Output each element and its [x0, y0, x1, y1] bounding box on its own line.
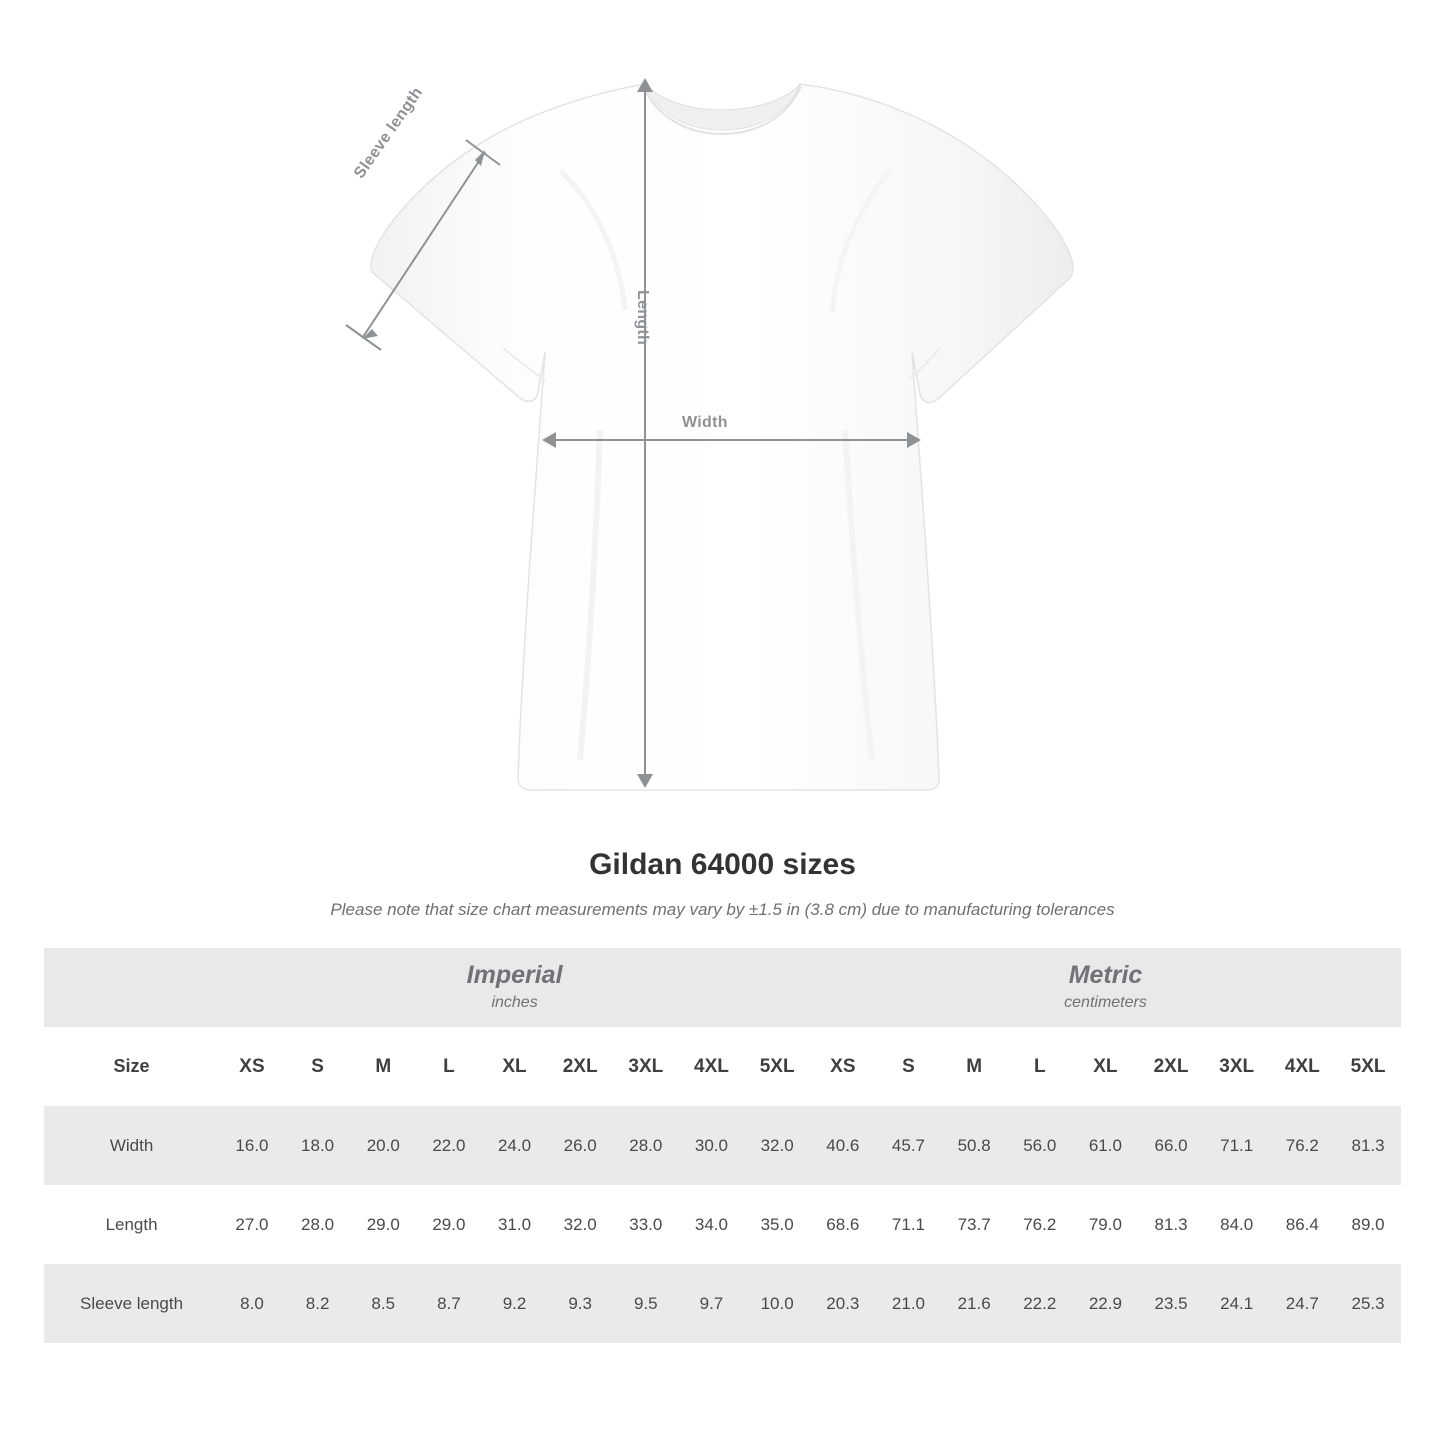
cell-length-13: 79.0 [1073, 1185, 1139, 1264]
cell-sleeve-14: 23.5 [1138, 1264, 1204, 1343]
size-header-row [44, 1027, 1401, 1106]
cell-sleeve-9: 20.3 [810, 1264, 876, 1343]
cell-length-3: 29.0 [416, 1185, 482, 1264]
cell-width-8: 32.0 [744, 1106, 810, 1185]
cell-sleeve-16: 24.7 [1270, 1264, 1336, 1343]
size-table-wrap [44, 948, 1401, 1343]
cell-length-7: 34.0 [679, 1185, 745, 1264]
cell-sleeve-6: 9.5 [613, 1264, 679, 1343]
cell-sleeve-17: 25.3 [1335, 1264, 1401, 1343]
cell-sleeve-10: 21.0 [876, 1264, 942, 1343]
cell-sleeve-12: 22.2 [1007, 1264, 1073, 1343]
row-label-width: Width [44, 1106, 219, 1185]
size-col-9: XS [810, 1027, 876, 1106]
row-label-length: Length [44, 1185, 219, 1264]
cell-sleeve-1: 8.2 [285, 1264, 351, 1343]
size-col-6: 3XL [613, 1027, 679, 1106]
cell-width-11: 50.8 [941, 1106, 1007, 1185]
size-col-0: XS [219, 1027, 285, 1106]
cell-width-5: 26.0 [547, 1106, 613, 1185]
cell-length-14: 81.3 [1138, 1185, 1204, 1264]
cell-length-9: 68.6 [810, 1185, 876, 1264]
size-col-15: 3XL [1204, 1027, 1270, 1106]
size-col-16: 4XL [1270, 1027, 1336, 1106]
width-label: Width [682, 414, 728, 431]
title-block [0, 848, 1445, 920]
size-col-2: M [350, 1027, 416, 1106]
size-col-17: 5XL [1335, 1027, 1401, 1106]
cell-length-5: 32.0 [547, 1185, 613, 1264]
cell-width-12: 56.0 [1007, 1106, 1073, 1185]
cell-width-7: 30.0 [679, 1106, 745, 1185]
unit-sub-metric: centimeters [1064, 994, 1147, 1012]
unit-name-imperial: Imperial [466, 960, 563, 989]
unit-sub-imperial: inches [491, 994, 538, 1012]
size-col-13: XL [1073, 1027, 1139, 1106]
cell-width-4: 24.0 [482, 1106, 548, 1185]
cell-length-11: 73.7 [941, 1185, 1007, 1264]
cell-sleeve-15: 24.1 [1204, 1264, 1270, 1343]
size-row-label: Size [44, 1027, 219, 1106]
sleeve-length-label: Sleeve length [351, 84, 427, 182]
cell-length-0: 27.0 [219, 1185, 285, 1264]
cell-width-3: 22.0 [416, 1106, 482, 1185]
length-label: Length [634, 290, 651, 346]
cell-sleeve-0: 8.0 [219, 1264, 285, 1343]
cell-width-1: 18.0 [285, 1106, 351, 1185]
cell-length-12: 76.2 [1007, 1185, 1073, 1264]
cell-width-6: 28.0 [613, 1106, 679, 1185]
table-row [44, 1106, 1401, 1185]
cell-length-16: 86.4 [1270, 1185, 1336, 1264]
unit-header-imperial [219, 948, 810, 1027]
cell-width-14: 66.0 [1138, 1106, 1204, 1185]
cell-width-9: 40.6 [810, 1106, 876, 1185]
cell-sleeve-3: 8.7 [416, 1264, 482, 1343]
cell-sleeve-8: 10.0 [744, 1264, 810, 1343]
unit-header-spacer [44, 948, 219, 1027]
page-title: Gildan 64000 sizes [589, 848, 856, 881]
size-col-10: S [876, 1027, 942, 1106]
unit-header-row [44, 948, 1401, 1027]
cell-length-2: 29.0 [350, 1185, 416, 1264]
size-col-11: M [941, 1027, 1007, 1106]
cell-sleeve-4: 9.2 [482, 1264, 548, 1343]
size-col-14: 2XL [1138, 1027, 1204, 1106]
row-label-sleeve-length: Sleeve length [44, 1264, 219, 1343]
cell-width-0: 16.0 [219, 1106, 285, 1185]
size-table [44, 948, 1401, 1343]
cell-length-6: 33.0 [613, 1185, 679, 1264]
cell-sleeve-11: 21.6 [941, 1264, 1007, 1343]
cell-sleeve-5: 9.3 [547, 1264, 613, 1343]
cell-sleeve-7: 9.7 [679, 1264, 745, 1343]
size-col-4: XL [482, 1027, 548, 1106]
size-col-5: 2XL [547, 1027, 613, 1106]
cell-length-8: 35.0 [744, 1185, 810, 1264]
cell-width-16: 76.2 [1270, 1106, 1336, 1185]
size-col-7: 4XL [679, 1027, 745, 1106]
size-col-3: L [416, 1027, 482, 1106]
size-col-8: 5XL [744, 1027, 810, 1106]
sleeve-tick-bottom [346, 325, 381, 350]
cell-length-4: 31.0 [482, 1185, 548, 1264]
cell-width-13: 61.0 [1073, 1106, 1139, 1185]
cell-length-17: 89.0 [1335, 1185, 1401, 1264]
cell-width-17: 81.3 [1335, 1106, 1401, 1185]
cell-length-10: 71.1 [876, 1185, 942, 1264]
cell-length-1: 28.0 [285, 1185, 351, 1264]
table-row [44, 1185, 1401, 1264]
size-col-12: L [1007, 1027, 1073, 1106]
cell-length-15: 84.0 [1204, 1185, 1270, 1264]
size-col-1: S [285, 1027, 351, 1106]
shirt-body [371, 84, 1073, 790]
unit-name-metric: Metric [1068, 960, 1143, 989]
cell-width-10: 45.7 [876, 1106, 942, 1185]
cell-width-15: 71.1 [1204, 1106, 1270, 1185]
cell-sleeve-2: 8.5 [350, 1264, 416, 1343]
cell-width-2: 20.0 [350, 1106, 416, 1185]
tolerance-note: Please note that size chart measurements may vary by ±1.5 in (3.8 cm) due to manufacturing tolerances [330, 900, 1115, 919]
unit-header-metric [810, 948, 1401, 1027]
table-row [44, 1264, 1401, 1343]
cell-sleeve-13: 22.9 [1073, 1264, 1139, 1343]
